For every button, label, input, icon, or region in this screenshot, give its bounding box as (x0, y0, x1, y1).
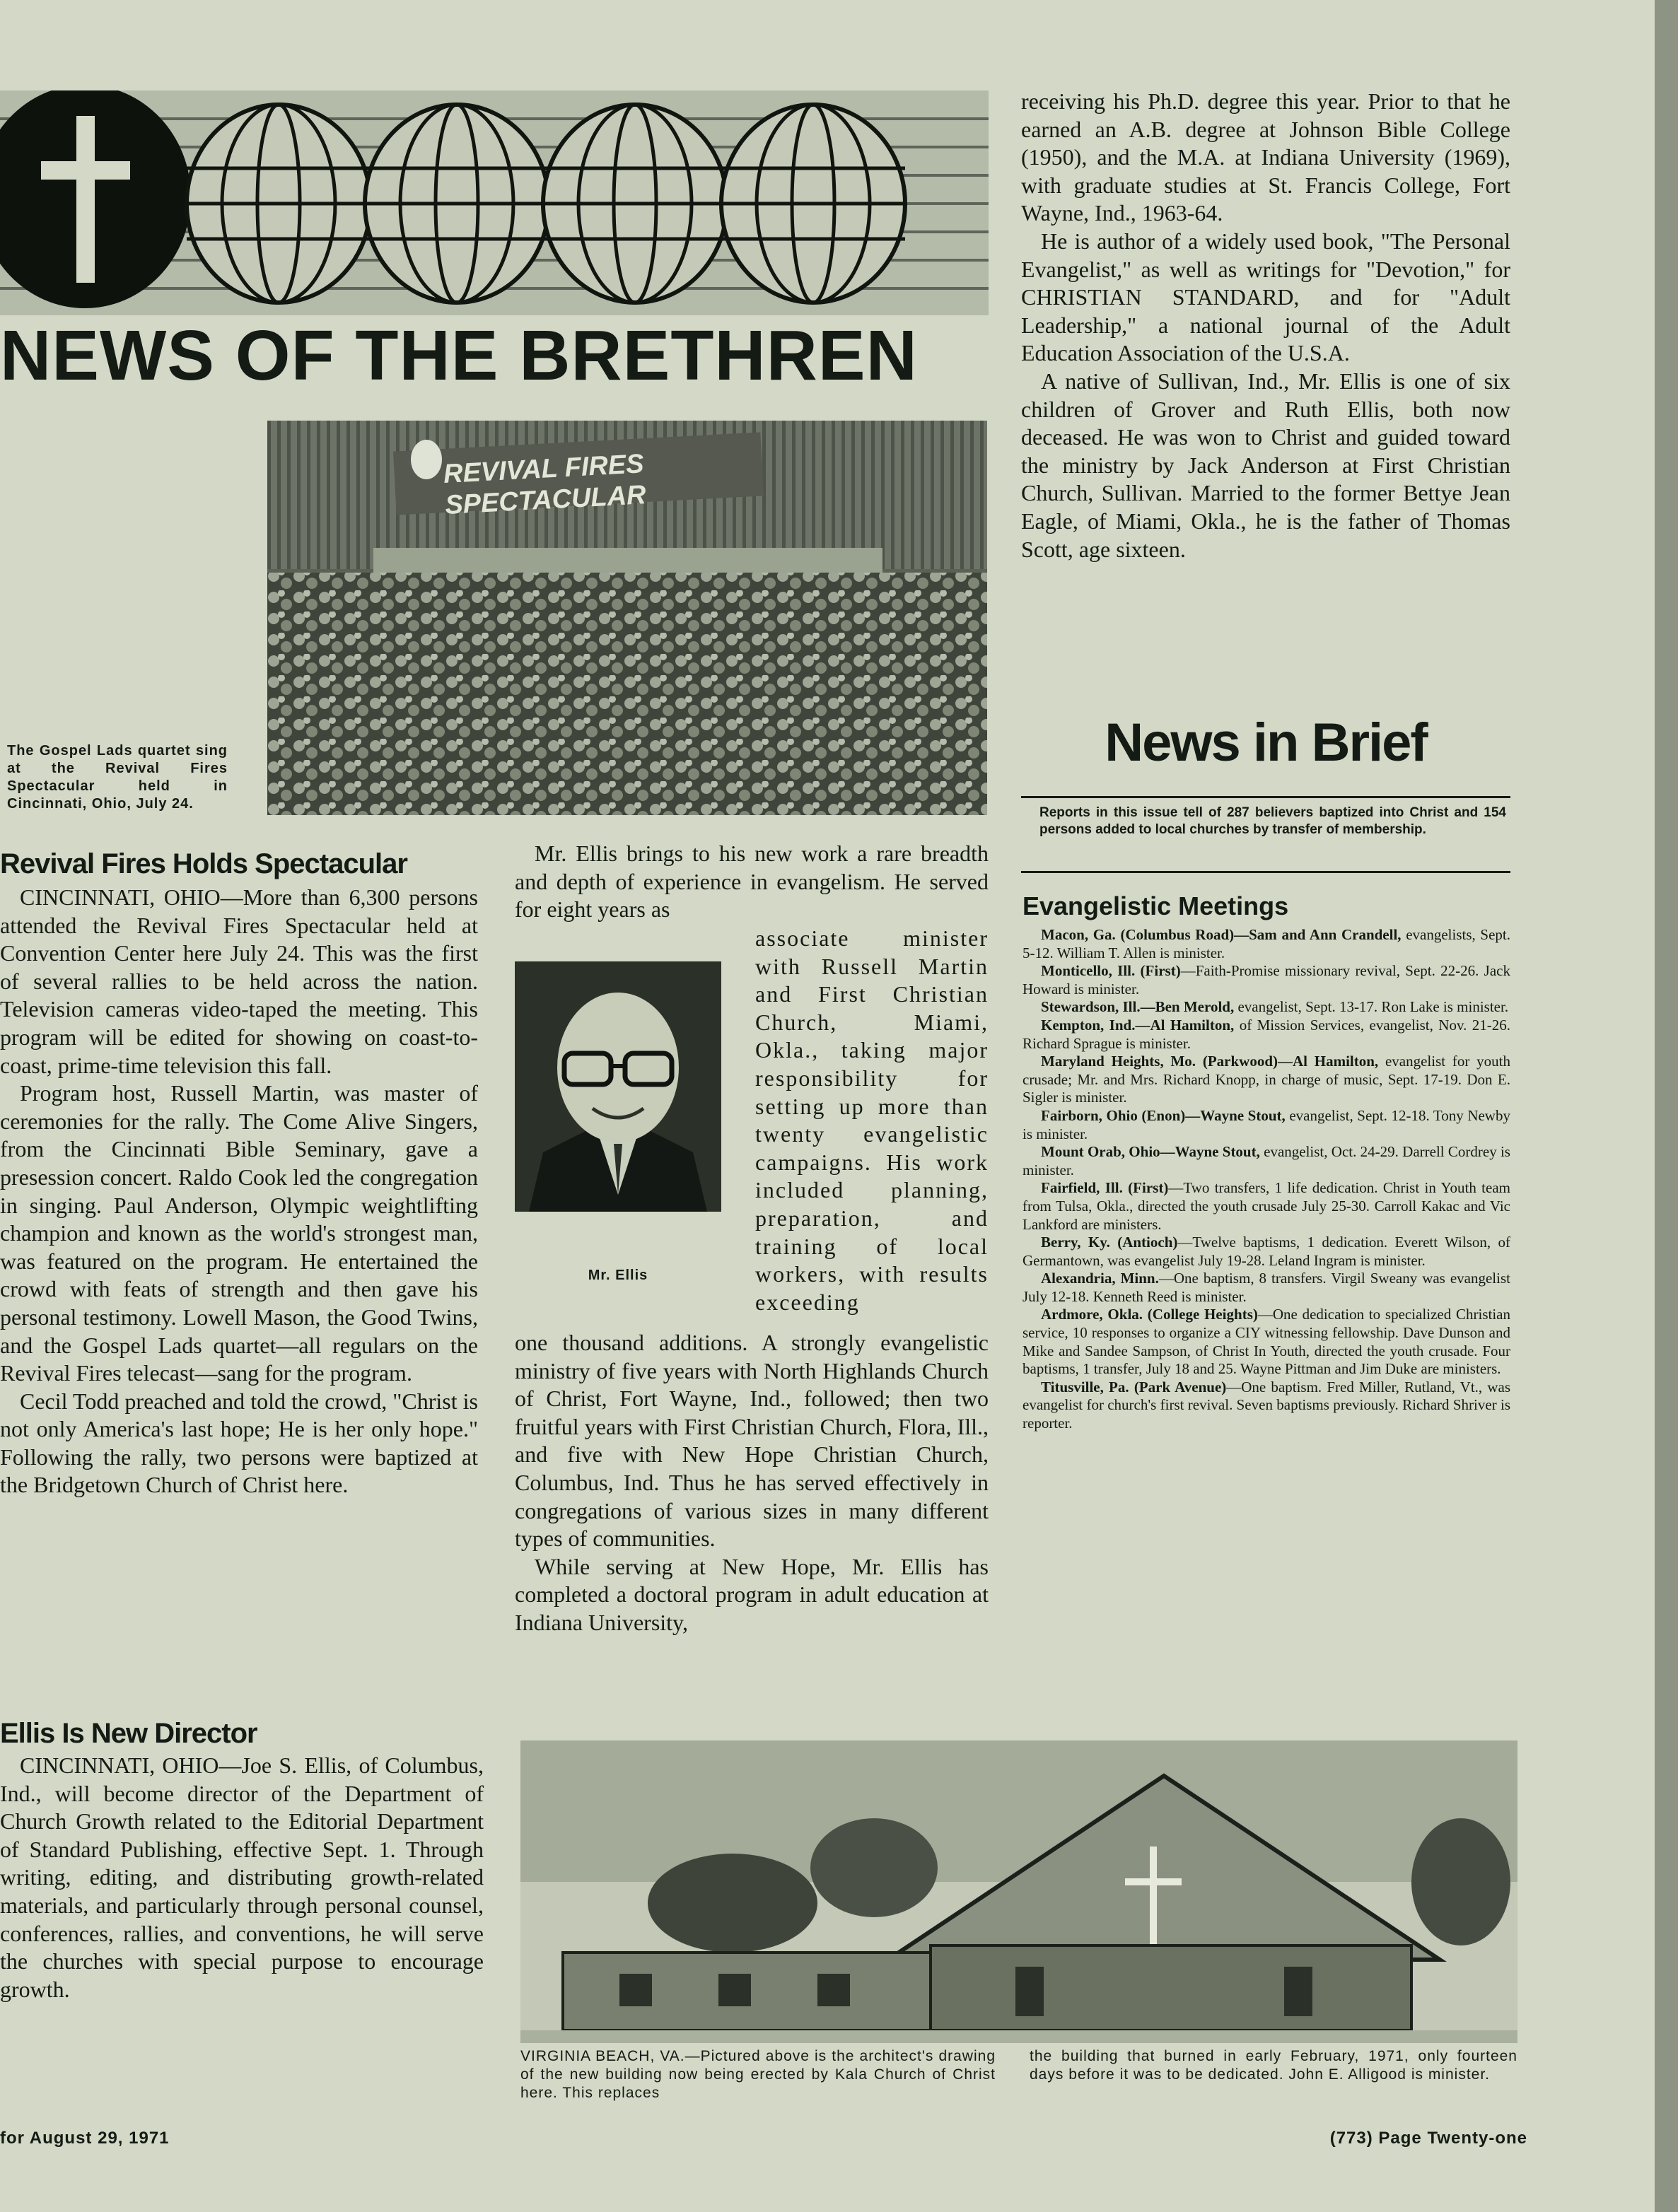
revival-fires-photo (267, 421, 987, 815)
brief-item-place: Fairborn, Ohio (Enon)—Wayne Stout, (1041, 1106, 1286, 1124)
brief-item (1022, 1379, 1510, 1433)
article2-headline: Ellis Is New Director (0, 1718, 257, 1749)
header-banner (0, 90, 989, 315)
brief-summary: Reports in this issue tell of 287 believers baptized into Christ and 154 persons added to local churches by transfer of membership. (1039, 805, 1506, 837)
brief-item-text: evangelist for youth crusade; Mr. and Mrs. Richard Knopp, in charge of music, Sept. 17-19. Don E. Sigler is minister. (1022, 1053, 1510, 1106)
col3-paragraph: A native of Sullivan, Ind., Mr. Ellis is one of six children of Grover and Ruth Ellis, both now deceased. He was won to Christ and guided toward the ministry by Jack Anderson at First Christian Church, Sullivan. Married to the former Bettye Jean Eagle, of Miami, Okla., he is the father of Thomas Scott, age sixteen. (1021, 368, 1510, 562)
brief-item-text: evangelists, Sept. 5-12. William T. Allen is minister. (1022, 926, 1511, 961)
brief-item (1022, 1143, 1510, 1179)
brief-item-text: —One baptism. Fred Miller, Rutland, Vt., was evangelist for church's first revival. Seven baptisms previously. Richard Shriver is reporter. (1022, 1378, 1510, 1432)
brief-item (1022, 1234, 1510, 1270)
brief-item-place: Berry, Ky. (Antioch) (1041, 1234, 1178, 1251)
article1-paragraph: Program host, Russell Martin, was master of ceremonies for the rally. The Come Alive Singers, from the Cincinnati Bible Seminary, gave a presession concert. Raldo Cook led the congregation in singing. Paul Anderson, Olympic weightlifting champion and known as the world's strongest man, was featured on the program. He entertained the crowd with feats of strength and then gave his personal testimony. Lowell Mason, the Good Twins, and the Gospel Lads quartet—all regulars on the Revival Fires telecast—sang for the program. (0, 1080, 478, 1386)
news-in-brief-title: News in Brief (1105, 713, 1427, 773)
church-svg (520, 1740, 1517, 2043)
col3-paragraph: He is author of a widely used book, "The Personal Evangelist," as well as writings for "Devotion," for CHRISTIAN STANDARD, and for "Adult Leadership," a national journal of the Adult Education Association of the U.S.A. (1021, 228, 1510, 366)
evangelistic-meetings-heading: Evangelistic Meetings (1022, 891, 1289, 920)
church-caption-right: the building that burned in early February, 1971, only fourteen days before it was to be dedicated. John E. Alligood is minister. (1030, 2048, 1517, 2083)
globe-banner-graphic (0, 90, 989, 315)
col2-intro-paragraph: Mr. Ellis brings to his new work a rare breadth and depth of experience in evangelism. He served for eight years as (515, 841, 989, 923)
brief-item-text: —Two transfers, 1 life dedication. Christ in Youth team from Tulsa, Okla., directed the youth crusade July 25-30. Carroll Kakac and Vic Lankford are ministers. (1022, 1179, 1510, 1233)
brief-item (1022, 926, 1510, 962)
brief-item-place: Stewardson, Ill.—Ben Merold, (1041, 998, 1235, 1016)
brief-item-place: Ardmore, Okla. (College Heights) (1041, 1306, 1258, 1323)
brief-item (1022, 1306, 1510, 1378)
ellis-portrait (515, 961, 721, 1212)
church-caption-left: VIRGINIA BEACH, VA.—Pictured above is the architect's drawing of the new building now being erected by Kala Church of Christ here. This replaces (520, 2048, 996, 2101)
brief-item (1022, 998, 1510, 1017)
brief-item-place: Maryland Heights, Mo. (Parkwood)—Al Hamilton, (1041, 1053, 1379, 1070)
article1-body (0, 884, 478, 1499)
brief-item-text: evangelist, Oct. 24-29. Darrell Cordrey is minister. (1022, 1143, 1510, 1178)
brief-item-place: Macon, Ga. (Columbus Road)—Sam and Ann Crandell, (1041, 926, 1402, 943)
brief-rule-top (1021, 796, 1510, 798)
brief-item-place: Monticello, Ill. (First) (1041, 962, 1181, 980)
article1-headline: Revival Fires Holds Spectacular (0, 848, 407, 879)
col3-body (1021, 88, 1510, 563)
article2-paragraph: CINCINNATI, OHIO—Joe S. Ellis, of Columbus, Ind., will become director of the Department of Church Growth related to the Editorial Department of Standard Publishing, effective Sept. 1. Through writing, editing, and distributing growth-related materials, and particularly through personal counsel, conferences, rallies, and conventions, he will serve the churches with special purpose to encourage growth. (0, 1752, 484, 2002)
brief-item (1022, 1179, 1510, 1234)
footer-date: for August 29, 1971 (0, 2129, 170, 2148)
brief-item (1022, 1270, 1510, 1306)
brief-item-text: —Twelve baptisms, 1 dedication. Everett Wilson, of Germantown, was evangelist July 19-28. Leland Ingram is minister. (1022, 1234, 1510, 1269)
revival-fires-banner-text: REVIVAL FIRES SPECTACULAR (443, 449, 647, 520)
brief-item-place: Fairfield, Ill. (First) (1041, 1179, 1169, 1197)
church-image (520, 1740, 1517, 2043)
brief-item-text: —One dedication to specialized Christian service, 10 responses to organize a CIY witnessing fellowship. Dave Dunson and Mike and Sandee Sampson, of Christ In Youth, directed the youth crusade. Four baptisms, 1 transfer, July 18 and 25. Wayne Pittman and Jim Duke are ministers. (1022, 1306, 1510, 1378)
col2-narrow (755, 925, 989, 1316)
brief-item (1022, 1017, 1510, 1053)
brief-item (1022, 962, 1510, 998)
page-title: NEWS OF THE BRETHREN (0, 316, 918, 395)
brief-rule-bottom (1021, 871, 1510, 873)
col2-narrow-paragraph: associate minister with Russell Martin and First Christian Church, Miami, Okla., taking major responsibility for setting up more than twenty evangelistic campaigns. His work included planning, preparation, and training of local workers, with results exceeding (755, 925, 989, 1315)
col2-paragraph-2: While serving at New Hope, Mr. Ellis has completed a doctoral program in adult education at Indiana University, (515, 1553, 989, 1635)
brief-item (1022, 1107, 1510, 1143)
brief-item-text: evangelist, Sept. 13-17. Ron Lake is minister. (1234, 998, 1509, 1016)
brief-item (1022, 1053, 1510, 1107)
article1-paragraph: Cecil Todd preached and told the crowd, "Christ is not only America's last hope; He is her only hope." Following the rally, two persons were baptized at the Bridgetown Church of Christ here. (0, 1388, 478, 1498)
brief-items (1022, 926, 1510, 1433)
article1-paragraph: CINCINNATI, OHIO—More than 6,300 persons attended the Revival Fires Spectacular held at Convention Center here July 24. This was the first of several rallies to be held across the nation. Television cameras video-taped the meeting. This program will be edited for showing on coast-to-coast, prime-time television this fall. (0, 884, 478, 1078)
brief-item-place: Alexandria, Minn. (1041, 1270, 1159, 1287)
brief-item-place: Mount Orab, Ohio—Wayne Stout, (1041, 1143, 1260, 1161)
col3-paragraph: receiving his Ph.D. degree this year. Prior to that he earned an A.B. degree at Johnson Bible College (1950), and the M.A. at Indiana University (1969), with graduate studies at St. Francis College, Fort Wayne, Ind., 1963-64. (1021, 88, 1510, 226)
brief-item-text: —One baptism, 8 transfers. Virgil Sweany was evangelist July 12-18. Kenneth Reed is minister. (1022, 1270, 1510, 1305)
page-edge (1655, 0, 1678, 2212)
portrait-caption: Mr. Ellis (588, 1268, 648, 1283)
footer-page-number: (773) Page Twenty-one (1329, 2129, 1527, 2148)
brief-item-text: —Faith-Promise missionary revival, Sept. 22-26. Jack Howard is minister. (1022, 962, 1510, 997)
brief-item-text: evangelist, Sept. 12-18. Tony Newby is minister. (1022, 1106, 1510, 1142)
brief-item-place: Kempton, Ind.—Al Hamilton, (1041, 1016, 1235, 1034)
col2-intro (515, 840, 989, 924)
article2-body (0, 1752, 484, 2003)
col2-rest (515, 1329, 989, 1637)
col2-rest-paragraph: one thousand additions. A strongly evangelistic ministry of five years with North Highlands Church of Christ, Fort Wayne, Ind., followed; then two fruitful years with First Christian Church, Flora, Ill., and five with New Hope Christian Church, Columbus, Ind. Thus he has served effectively in congregations of various sizes in many different types of communities. (515, 1330, 989, 1552)
photo1-caption: The Gospel Lads quartet sing at the Revival Fires Spectacular held in Cincinnati, Ohio, July 24. (7, 743, 228, 812)
brief-item-place: Titusville, Pa. (Park Avenue) (1041, 1378, 1227, 1395)
brief-item-text: of Mission Services, evangelist, Nov. 21-26. Richard Sprague is minister. (1022, 1016, 1510, 1052)
